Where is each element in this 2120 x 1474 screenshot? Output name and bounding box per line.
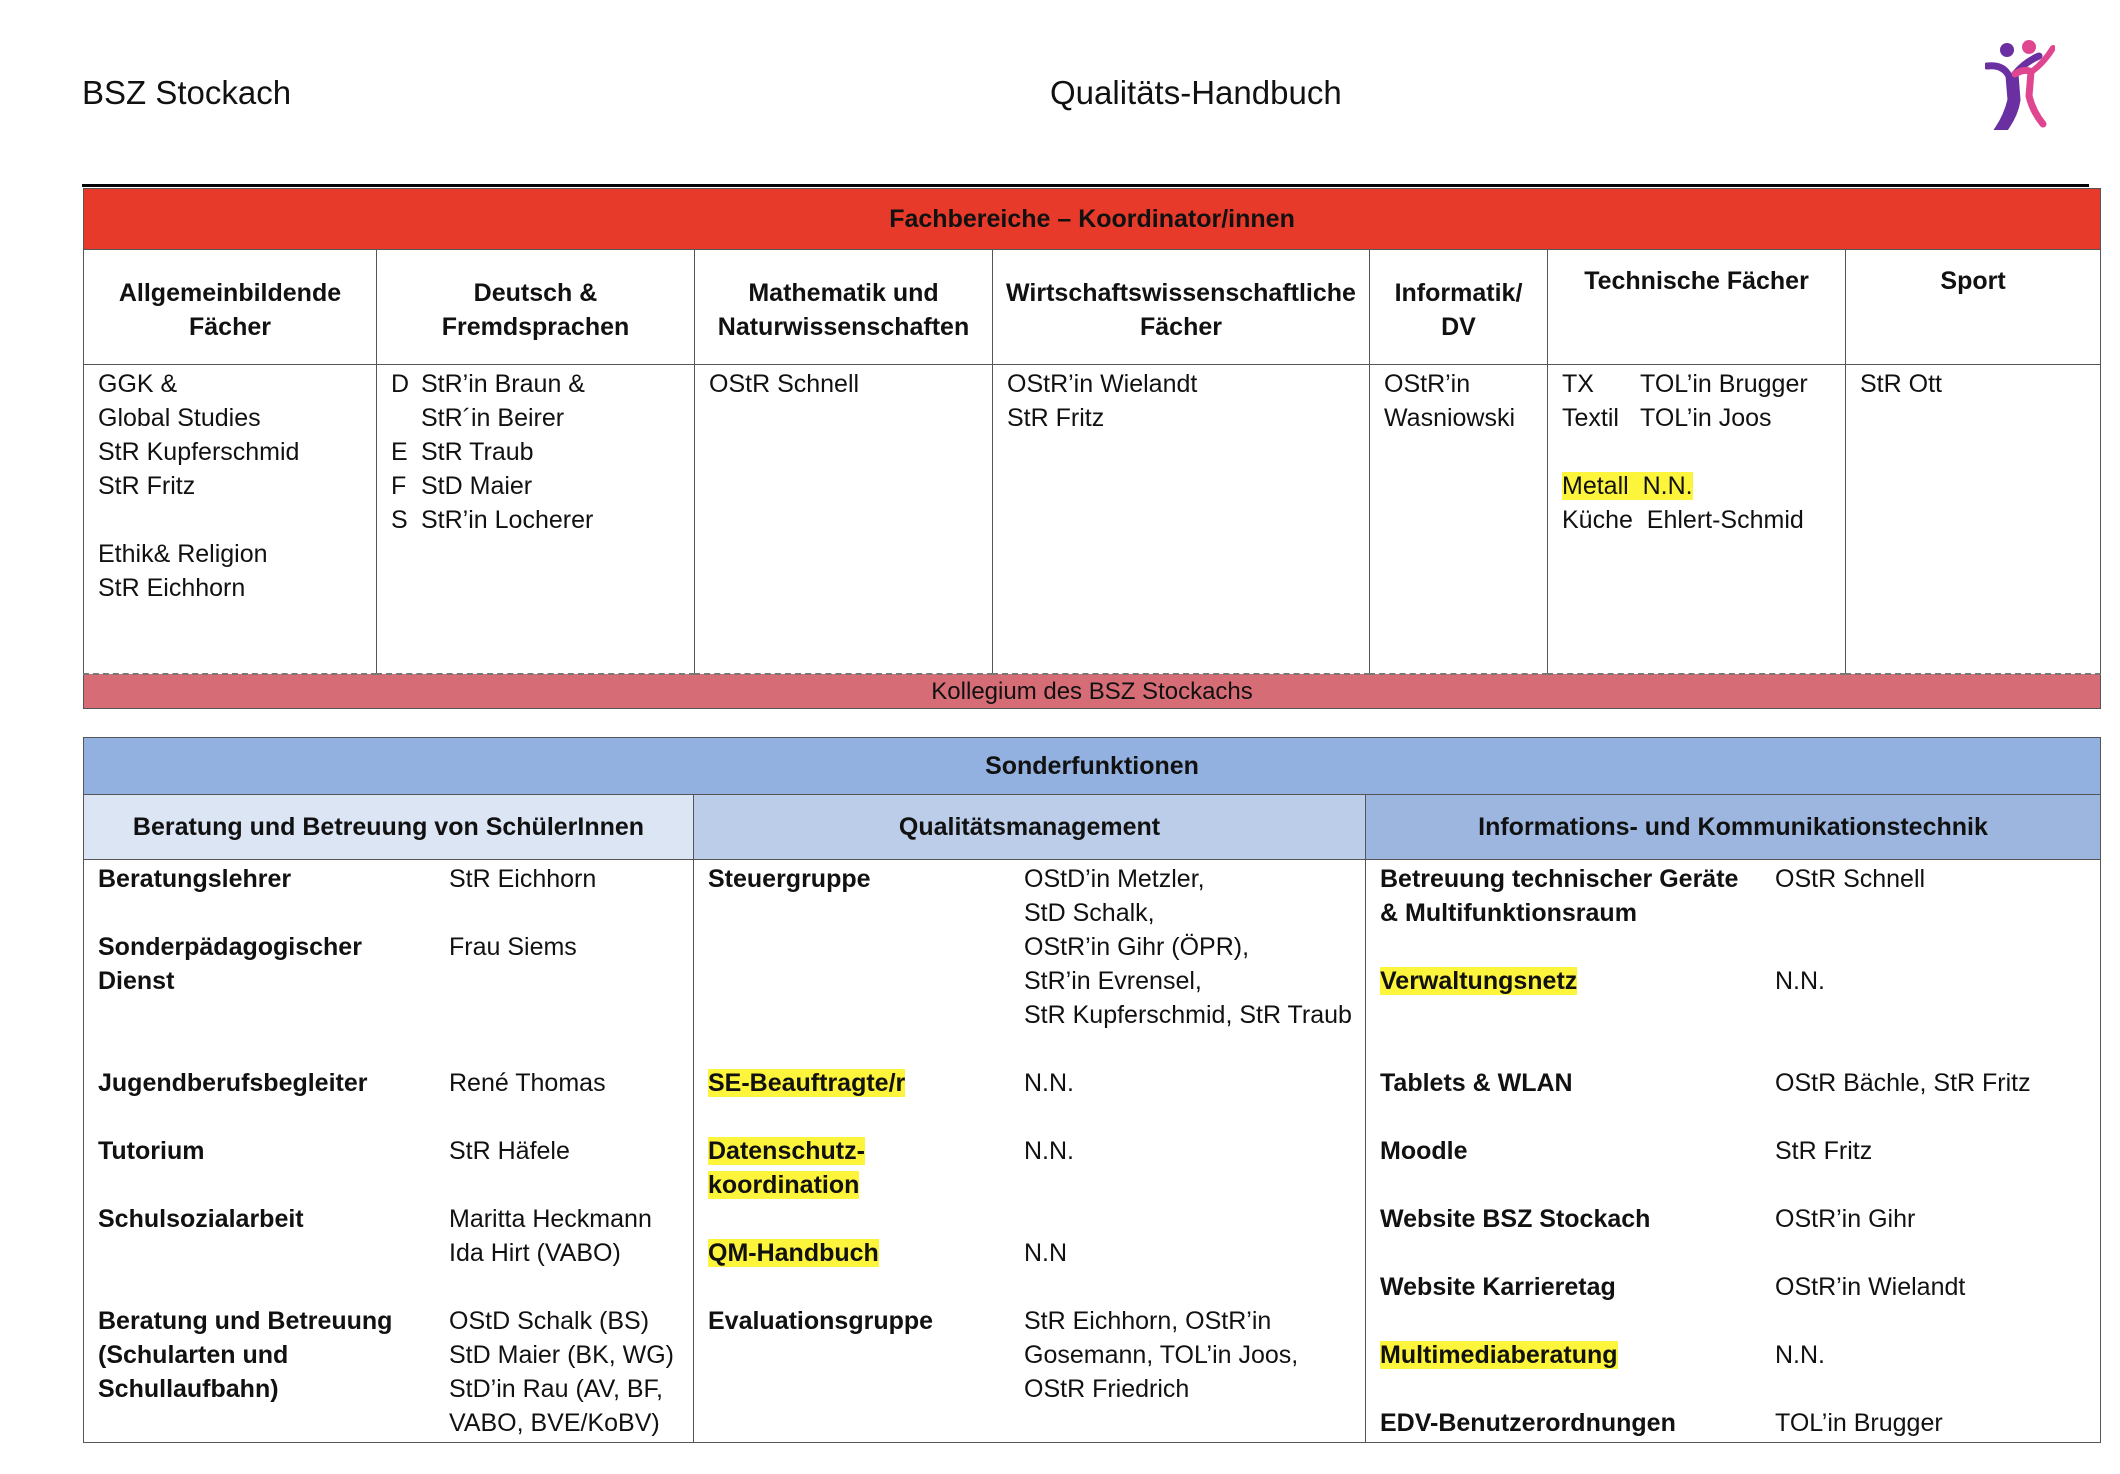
list-item: StR Fritz bbox=[98, 472, 196, 500]
list-item: EDV-Benutzerordnungen bbox=[1380, 1409, 1676, 1437]
list-item: D StR’in Braun & bbox=[391, 370, 585, 398]
list-item-value: N.N bbox=[1024, 1239, 1068, 1267]
sonderfunktionen-title: Sonderfunktionen bbox=[84, 738, 2101, 795]
cell-iuk-technik bbox=[1366, 860, 2101, 1443]
list-item-value: Frau Siems bbox=[449, 933, 577, 961]
column-header-beratung: Beratung und Betreuung von SchülerInnen bbox=[84, 795, 694, 860]
list-item: Wasniowski bbox=[1384, 404, 1516, 432]
list-item: SE-Beauftragte/r bbox=[708, 1069, 906, 1097]
list-item: Steuergruppe bbox=[708, 865, 871, 893]
list-item: StR Kupferschmid bbox=[98, 438, 300, 466]
list-item: Website Karrieretag bbox=[1380, 1273, 1616, 1301]
column-header-sport: Sport bbox=[1846, 250, 2101, 365]
list-item: Sonderpädagogischer Dienst bbox=[98, 933, 362, 995]
list-item-value: Maritta Heckmann Ida Hirt (VABO) bbox=[449, 1205, 652, 1267]
list-item: Datenschutz- koordination bbox=[708, 1137, 865, 1199]
column-header-deutsch: Deutsch & Fremdsprachen bbox=[377, 250, 695, 365]
list-item: S StR’in Locherer bbox=[391, 506, 594, 534]
list-item: StR Fritz bbox=[1007, 404, 1105, 432]
cell-technik bbox=[1548, 365, 1846, 675]
list-item-value: N.N. bbox=[1775, 1341, 1825, 1369]
list-item: StR´in Beirer bbox=[421, 404, 565, 432]
list-item: Moodle bbox=[1380, 1137, 1468, 1165]
column-header-qualitaetsmanagement: Qualitätsmanagement bbox=[694, 795, 1366, 860]
sonderfunktionen-table bbox=[83, 737, 2101, 1443]
cell-sport bbox=[1846, 365, 2101, 675]
list-item: F StD Maier bbox=[391, 472, 533, 500]
list-item: Beratungslehrer bbox=[98, 865, 292, 893]
list-item: Küche Ehlert-Schmid bbox=[1562, 506, 1804, 534]
list-item-value: StR Eichhorn bbox=[449, 865, 597, 893]
cell-informatik bbox=[1370, 365, 1548, 675]
school-logo bbox=[1985, 38, 2055, 130]
list-item: Ethik& Religion bbox=[98, 540, 268, 568]
list-item-value: OStR’in Gihr bbox=[1775, 1205, 1916, 1233]
cell-wirtschaft bbox=[993, 365, 1370, 675]
list-item: Beratung und Betreuung (Schularten und Schullaufbahn) bbox=[98, 1307, 393, 1403]
column-header-iuk-technik: Informations- und Kommunikationstechnik bbox=[1366, 795, 2101, 860]
list-item: Betreuung technischer Geräte & Multifunktionsraum bbox=[1380, 865, 1739, 927]
cell-allgemeinbildende bbox=[84, 365, 377, 675]
list-item-value: N.N. bbox=[1024, 1137, 1074, 1165]
list-item: StR Eichhorn bbox=[98, 574, 246, 602]
list-item: Evaluationsgruppe bbox=[708, 1307, 934, 1335]
list-item: Multimediaberatung bbox=[1380, 1341, 1618, 1369]
list-item-value: OStR Schnell bbox=[1775, 865, 1926, 893]
list-item-value: René Thomas bbox=[449, 1069, 606, 1097]
list-item: Verwaltungsnetz bbox=[1380, 967, 1578, 995]
document-header-left: BSZ Stockach bbox=[82, 74, 292, 111]
header-rule bbox=[82, 184, 2089, 187]
list-item-value: StR Eichhorn, OStR’in Gosemann, TOL’in Joos, OStR Friedrich bbox=[1024, 1307, 1299, 1403]
list-item-value: OStR’in Wielandt bbox=[1775, 1273, 1966, 1301]
fachbereiche-table bbox=[83, 188, 2101, 709]
list-item-value: StR Fritz bbox=[1775, 1137, 1873, 1165]
list-item: Textil TOL’in Joos bbox=[1562, 404, 1772, 432]
list-item: OStR’in bbox=[1384, 370, 1471, 398]
list-item-value: TOL’in Brugger bbox=[1775, 1409, 1943, 1437]
list-item: StR Ott bbox=[1860, 370, 1942, 398]
list-item-value: N.N. bbox=[1024, 1069, 1074, 1097]
list-item-value: OStR Bächle, StR Fritz bbox=[1775, 1069, 2031, 1097]
column-header-technik: Technische Fächer bbox=[1548, 250, 1846, 365]
document-header-title: Qualitäts-Handbuch bbox=[1050, 74, 1342, 111]
list-item: Global Studies bbox=[98, 404, 261, 432]
list-item-value: OStD’in Metzler, StD Schalk, OStR’in Gihr (ÖPR), StR’in Evrensel, StR Kupferschmid, StR Traub bbox=[1024, 865, 1352, 1029]
list-item: Website BSZ Stockach bbox=[1380, 1205, 1651, 1233]
list-item: Tutorium bbox=[98, 1137, 205, 1165]
fachbereiche-title: Fachbereiche – Koordinator/innen bbox=[84, 189, 2101, 250]
list-item: GGK & bbox=[98, 370, 178, 398]
list-item-value: OStD Schalk (BS) StD Maier (BK, WG) StD’in Rau (AV, BF, VABO, BVE/KoBV) bbox=[449, 1307, 675, 1437]
list-item-value: StR Häfele bbox=[449, 1137, 570, 1165]
cell-mathematik bbox=[695, 365, 993, 675]
cell-beratung bbox=[84, 860, 694, 1443]
list-item: OStR Schnell bbox=[709, 370, 860, 398]
kollegium-footer: Kollegium des BSZ Stockachs bbox=[84, 674, 2101, 709]
cell-deutsch bbox=[377, 365, 695, 675]
list-item: QM-Handbuch bbox=[708, 1239, 879, 1267]
list-item: E StR Traub bbox=[391, 438, 534, 466]
list-item: Schulsozialarbeit bbox=[98, 1205, 304, 1233]
column-header-wirtschaft: Wirtschaftswissenschaftliche Fächer bbox=[993, 250, 1370, 365]
list-item-value: N.N. bbox=[1775, 967, 1825, 995]
column-header-mathematik: Mathematik und Naturwissenschaften bbox=[695, 250, 993, 365]
list-item: TX TOL’in Brugger bbox=[1562, 370, 1808, 398]
column-header-allgemeinbildende: Allgemeinbildende Fächer bbox=[84, 250, 377, 365]
list-item: Metall N.N. bbox=[1562, 472, 1693, 500]
cell-qualitaetsmanagement bbox=[694, 860, 1366, 1443]
column-header-informatik: Informatik/ DV bbox=[1370, 250, 1548, 365]
list-item: Tablets & WLAN bbox=[1380, 1069, 1573, 1097]
list-item: OStR’in Wielandt bbox=[1007, 370, 1198, 398]
list-item: Jugendberufsbegleiter bbox=[98, 1069, 368, 1097]
